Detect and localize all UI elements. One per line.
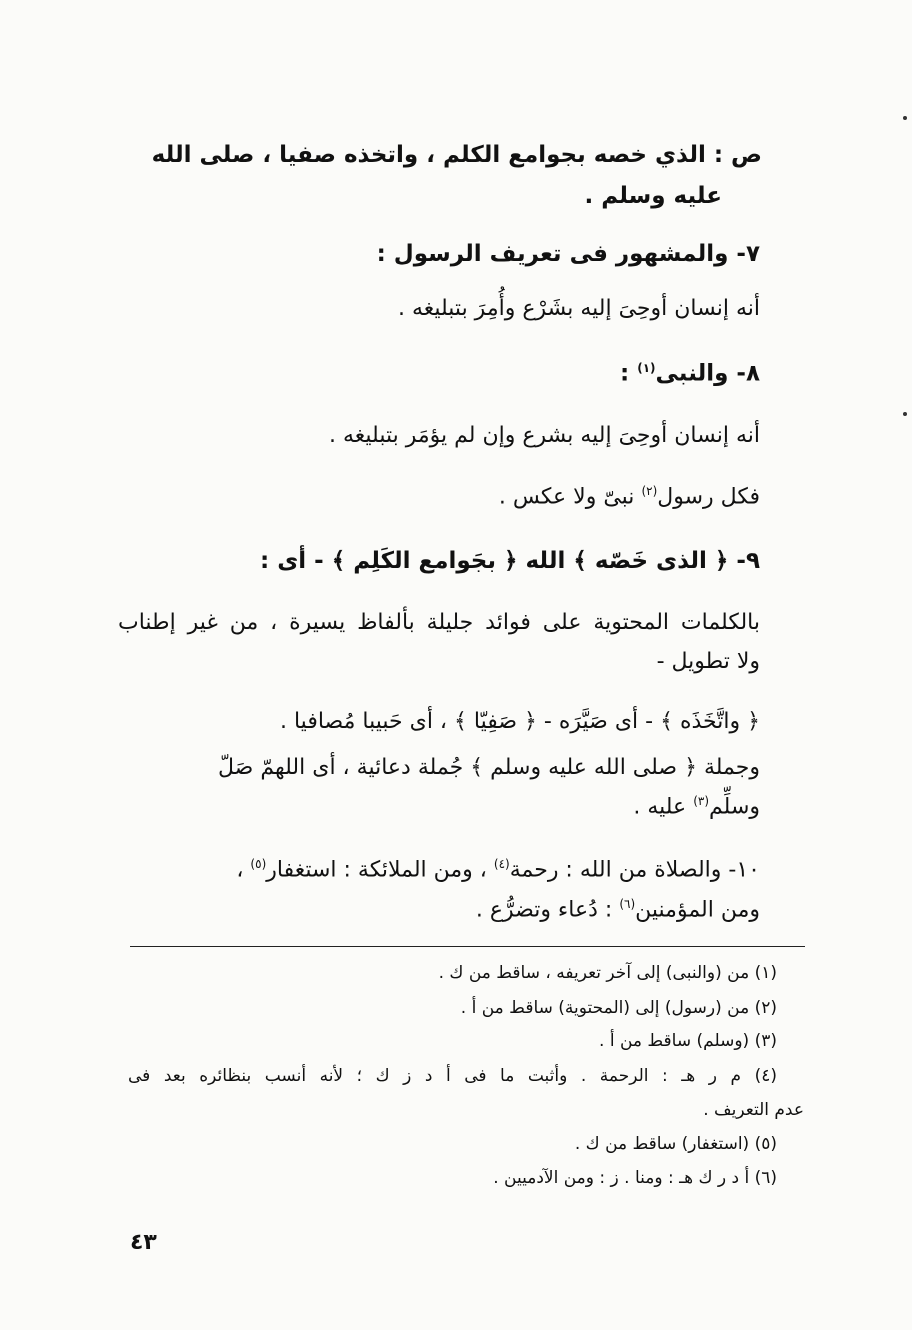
section-heading-8: [620, 362, 760, 386]
text-segment: نبىّ ولا عكس .: [498, 484, 635, 510]
footnote-continuation: عدم التعريف .: [703, 1100, 804, 1120]
footnote: (٣) (وسلم) ساقط من أ .: [599, 1031, 777, 1051]
text-line: بالكلمات المحتوية على فوائد جليلة بألفاظ يسيرة ، من غير إطناب: [118, 610, 760, 635]
text-line: عليه وسلم .: [584, 183, 722, 209]
text-line: ﴿ واتَّخَذَه ﴾ - أى صَيَّرَه - ﴿ صَفِيّا ﴾ ، أى حَبيبا مُصافيا .: [279, 709, 760, 734]
footnote: (٢) من (رسول) إلى (المحتوية) ساقط من أ .: [460, 998, 777, 1018]
footnote-ref: (٤): [493, 857, 510, 871]
footnote: (٦) أ د ر ك هـ : ومنا . ز : ومن الآدميين .: [493, 1168, 777, 1188]
text-line: [476, 898, 760, 921]
scan-speck: [903, 116, 907, 120]
section-heading-10: [236, 858, 760, 881]
text-segment: : دُعاء وتضرُّع .: [475, 897, 613, 923]
text-segment: فكل رسول: [657, 484, 760, 510]
footnote: (٥) (استغفار) ساقط من ك .: [574, 1134, 777, 1154]
text-segment: عليه .: [633, 794, 687, 820]
text-segment: ١٠- والصلاة من الله : رحمة: [509, 857, 760, 883]
footnote-ref: (٦): [619, 897, 636, 911]
footnote-ref: (٢): [641, 484, 658, 498]
heading-text: ٨- والنبى: [655, 360, 760, 387]
text-segment: ، ومن الملائكة : استغفار: [266, 857, 487, 883]
text-line: وجملة ﴿ صلى الله عليه وسلم ﴾ جُملة دعائية ، أى اللهمّ صَلّ: [218, 755, 760, 780]
section-heading-7: ٧- والمشهور فى تعريف الرسول :: [376, 241, 760, 267]
footnote: (١) من (والنبى) إلى آخر تعريفه ، ساقط من ك .: [438, 963, 777, 983]
page-number: ٤٣: [130, 1230, 157, 1255]
footnote-ref: (١): [637, 361, 656, 375]
text-line: [633, 795, 760, 818]
footnote-separator: [130, 946, 805, 947]
footnote: (٤) م ر هـ : الرحمة . وأثبت ما فى أ د ز ك ؛ لأنه أنسب بنظائره بعد فى: [128, 1066, 777, 1086]
footnote-ref: (٣): [693, 794, 710, 808]
text-line: أنه إنسان أوحِىَ إليه بشرع وإن لم يؤمَر بتبليغه .: [329, 423, 760, 448]
text-line: أنه إنسان أوحِىَ إليه بشَرْع وأُمِرَ بتبليغه .: [397, 296, 760, 321]
text-line: ولا تطويل -: [656, 649, 760, 674]
section-heading-9: ٩- ﴿ الذى خَصّه ﴾ الله ﴿ بجَوامع الكَلِم ﴾ - أى :: [259, 548, 760, 574]
text-segment: وسلِّم: [709, 794, 760, 820]
footnote-ref: (٥): [250, 857, 267, 871]
text-line: ص : الذي خصه بجوامع الكلم ، واتخذه صفيا ، صلى الله: [151, 142, 762, 168]
text-segment: ومن المؤمنين: [635, 897, 760, 923]
text-line: [499, 485, 760, 508]
text-segment: ،: [236, 857, 244, 883]
colon: :: [620, 360, 630, 387]
scan-speck: [903, 412, 907, 416]
